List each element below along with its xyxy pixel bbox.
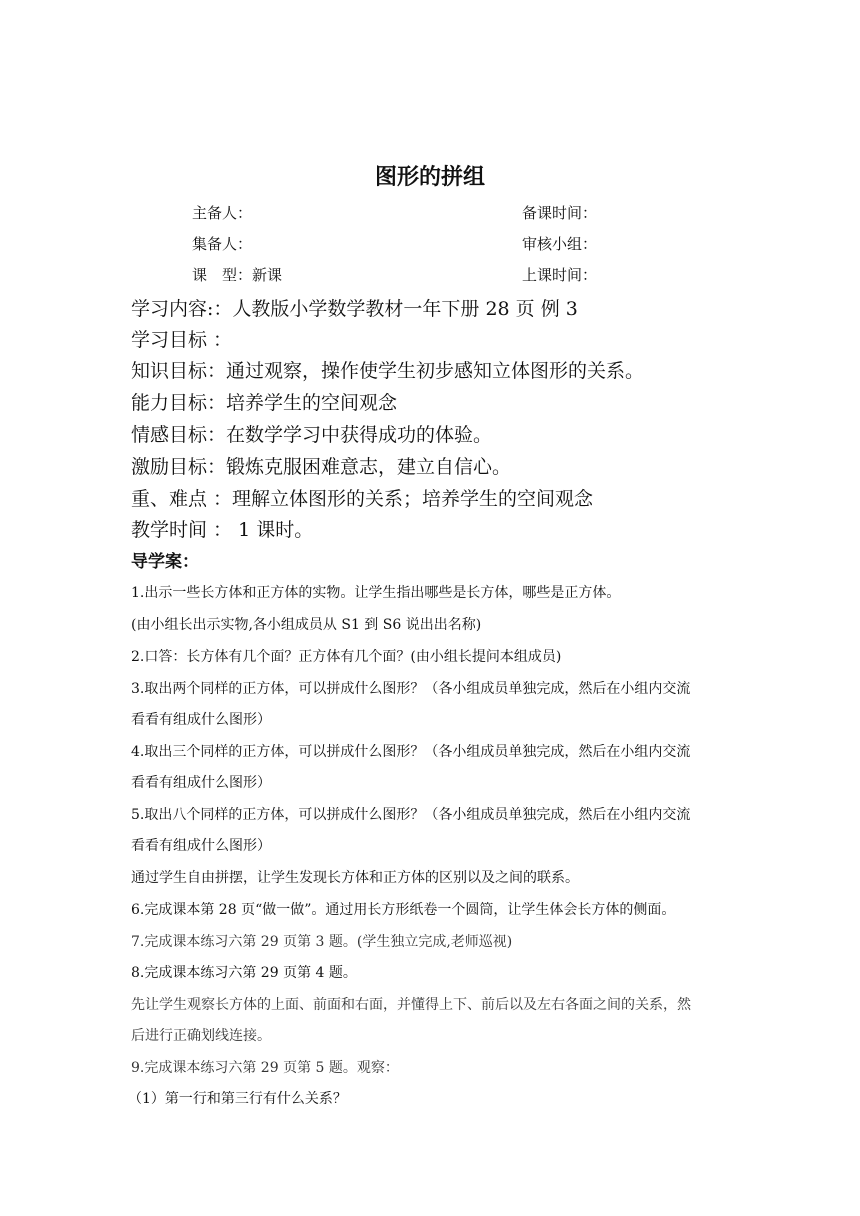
step-line: 2.口答：长方体有几个面？正方体有几个面？(由小组长提问本组成员)	[131, 649, 562, 665]
emotion-goal: 情感目标：在数学学习中获得成功的体验。	[131, 424, 493, 446]
class-time-label: 上课时间：	[522, 266, 598, 284]
step-line: 后进行正确划线连接。	[131, 1028, 271, 1044]
key-points: 重、难点 ：理解立体图形的关系；培养学生的空间观念	[131, 488, 594, 510]
motivation-goal: 激励目标：锻炼克服困难意志，建立自信心。	[131, 456, 512, 478]
step-line: 通过学生自由拼摆，让学生发现长方体和正方体的区别以及之间的联系。	[131, 870, 579, 886]
review-group-label: 审核小组：	[522, 235, 598, 253]
step-line: 看看有组成什么图形）	[131, 712, 271, 728]
step-line: (由小组长出示实物,各小组成员从 S1 到 S6 说出出名称)	[131, 617, 482, 633]
learning-goals: 学习目标 ：	[131, 329, 233, 351]
learning-content: 学习内容:：人教版小学数学教材一年下册 28 页 例 3	[131, 298, 578, 320]
ability-goal: 能力目标：培养学生的空间观念	[131, 392, 398, 414]
step-line: 3.取出两个同样的正方体，可以拼成什么图形？（各小组成员单独完成，然后在小组内交流	[131, 681, 691, 697]
step-line: 看看有组成什么图形）	[131, 838, 271, 854]
prep-time-label: 备课时间：	[522, 204, 598, 222]
lead-preparer-label: 主备人：	[192, 204, 253, 222]
page-title: 图形的拼组	[374, 165, 485, 190]
step-line: （1）第一行和第三行有什么关系？	[128, 1091, 347, 1107]
step-line: 先让学生观察长方体的上面、前面和右面，并懂得上下、前后以及左右各面之间的关系，然	[131, 997, 691, 1013]
step-line: 5.取出八个同样的正方体，可以拼成什么图形？（各小组成员单独完成，然后在小组内交流	[131, 807, 691, 823]
group-preparer-label: 集备人：	[192, 235, 253, 253]
step-line: 8.完成课本练习六第 29 页第 4 题。	[131, 965, 357, 981]
teaching-time: 教学时间 ： 1 课时。	[131, 519, 314, 541]
step-line: 4.取出三个同样的正方体，可以拼成什么图形？（各小组成员单独完成，然后在小组内交流	[131, 744, 691, 760]
step-line: 看看有组成什么图形）	[131, 775, 271, 791]
guide-heading: 导学案：	[131, 552, 199, 572]
knowledge-goal: 知识目标：通过观察，操作使学生初步感知立体图形的关系。	[131, 360, 645, 382]
step-line: 9.完成课本练习六第 29 页第 5 题。观察：	[131, 1060, 399, 1076]
step-line: 6.完成课本第 28 页“做一做”。通过用长方形纸卷一个圆筒，让学生体会长方体的侧面。	[131, 902, 676, 918]
lesson-type-label: 课 型：新课	[192, 266, 283, 284]
step-line: 7.完成课本练习六第 29 页第 3 题。(学生独立完成,老师巡视)	[131, 934, 513, 950]
step-line: 1.出示一些长方体和正方体的实物。让学生指出哪些是长方体，哪些是正方体。	[131, 585, 621, 601]
